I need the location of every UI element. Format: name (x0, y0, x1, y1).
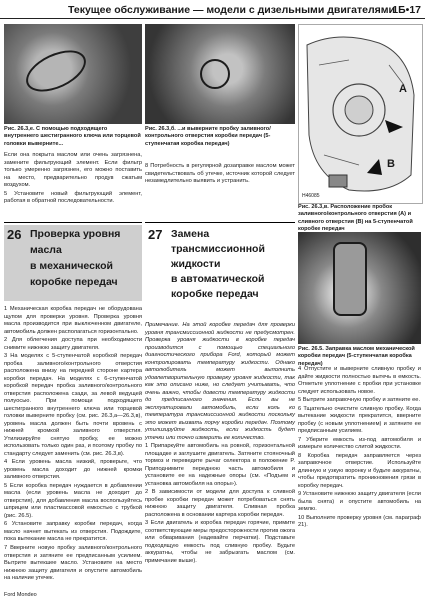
oil-bottle (333, 242, 367, 316)
gearbox-diagram (298, 24, 423, 204)
caption-fig-26-3c: Рис. 26.3,в. Расположение пробок заливного/контрольного отверстия (А) и сливного отверстия (В) на 5-ступенчатой коробке передач (298, 204, 413, 232)
section-26-heading: 26 Проверка уровня масла в механической коробке передач (4, 225, 142, 301)
caption-fig-26-3a: Рис. 26.3,е. С помощью подходящего внутреннего шестигранного ключа или торцевой головки выверните... (4, 126, 141, 147)
section-27-heading: 27 Замена трансмиссионной жидкости в автоматической коробке передач (148, 227, 265, 300)
filler-plug (200, 59, 230, 89)
section-27-number: 27 (148, 227, 163, 242)
diagram-code: H46085 (302, 193, 320, 199)
photo-26-3a (4, 24, 142, 124)
photo-26-3b (145, 24, 295, 124)
section-27-rule (145, 222, 295, 223)
caption-fig-26-5: Рис. 26.5. Заправка маслом механической коробки передач (5-ступенчатая коробка передач) (298, 346, 415, 367)
photo-26-5 (298, 232, 421, 344)
label-a: A (399, 83, 407, 95)
text-top-left: Если она покрыта маслом или очень загрязнена, замените фильтрующий элемент. Если фильтр только умеренно загрязнен, его можно поставить на место, предварительно продув сжатым воздухом. 5 Установите новый фильтрующий элемент, работая в обратной последовательности. (4, 152, 142, 205)
caption-fig-26-3b: Рис. 26.3,б. ...и выверните пробку заливного/контрольного отверстия коробки передач (5-ступенчатая коробка передач) (145, 126, 271, 147)
label-b: B (387, 158, 395, 170)
section-26-rule (4, 222, 142, 223)
header-rule (0, 18, 425, 19)
page-number: 1Б•17 (392, 4, 421, 16)
section-26-number: 26 (7, 227, 22, 242)
page-footer: Ford Mondeo (4, 592, 37, 598)
section-26-body: 1 Механическая коробка передач не оборудована щупом для проверки уровня. Проверка уровня масла производится при выключенном двигателе, автомобиль должен располагаться горизонтально. 2 Для облегчения доступа при необходимости снимите нижнюю защиту двигателя. 3 На моделях с 5-ступенчатой коробкой передач пробка заливного/контрольного отверстия расположена внизу на передней стороне картера коробки передач. На моделях с 6-ступенчатой коробкой передач пробка заливного/контрольного отверстия расположена сзади, за левой ведущей полуосью. При помощи подходящего шестигранного внутреннего ключа или торцевой головки выверните пробку (см. рис. 26.3,а—26.3,в), уровень масла должен быть почти вровень с нижней кромкой заливного отверстия. Утилизируйте снятую пробку, ее можно использовать только один раз, и поэтому пробку по стандарту следует заменить (см. рис. 26.3,в). 4 Если уровень масла низкий, проверьте, что уровень масла доходит до нижней кромки заливного отверстия. 5 Если коробка передач нуждается в добавлении масла (если уровень масла не доходит до отверстия), для добавления масла воспользуйтесь шприцем или пластмассовой емкостью с трубкой (рис. 26.5). 6 Установите заправку коробки передач, когда масло начнет вытекать из отверстия. Подождите, пока вытекание масла не прекратится. 7 Вверните новую пробку заливного/контрольного отверстия и затяните ее предписанным усилием. Вытрите вытекшее масло. Установите на место нижнюю защиту двигателя и опустите автомобиль на наличие утечек. (4, 306, 142, 582)
gearbox-drawing (299, 25, 422, 203)
section-27-body: Примечание. На этой коробке передач для проверки уровня трансмиссионной жидкости не предусмотрен. Проверка уровня жидкости в коробке передач производится с помощью специального диагностического прибора Ford, который может контролировать температуру жидкости. Однако автолюбитель может выполнить удовлетворительную проверку уровня жидкости, так как это описано ниже, но следует учитывать, что очень важно, чтобы довести температуру жидкости до предписанного значения. Если вы не эксплуатировали автомобиль, если коль ко температура трансмиссионной жидкости поскольку это может вызвать порчу коробки передач. Поэтому утилизируйте жидкость, если жидкость будет утечки или точно измерить ее количество. 1 Припаркуйте автомобиль на ровной, горизонтальной площадке и заглушите двигатель. Затяните стояночный тормоз и переведите рычаг селектора в положение P. Приподнимите переднюю часть автомобиля и установите ее на надежные опоры (см. «Подъем и установка автомобиля на опоры»). 2 В зависимости от модели для доступа к сливной пробке коробки передач может потребоваться снять нижнюю защиту двигателя. Сливная пробка расположена в основании картера коробки передач. 3 Если двигатель и коробка передач горячие, примите соответствующие меры предосторожности против ожога или обваривания (надевайте перчатки). Подставьте подходящую емкость под сливную пробку. Будьте аккуратны, чтобы не забрызгать маслом (см. примечание выше). (145, 322, 295, 564)
section-27-body-continued: 4 Отпустите и выверните сливную пробку и дайте жидкости полностью вытечь в емкость. Отметьте уплотнение с пробки при установке следует использовать новое. 5 Вытрите заправочную пробку и затяните ее. 6 Тщательно очистите сливную пробку. Когда вытекание жидкости прекратится, вверните пробку (с новым уплотнением) и затяните ее предписанным усилием. 7 Уберите емкость из-под автомобиля и измерьте количество слитой жидкости. 8 Коробка передач заправляется через заправочное отверстие. Используйте длинную и узкую воронку и будьте аккуратны, чтобы предотвратить проникновения грязи в коробку передач. 9 Установите нижнюю защиту двигателя (если была снята) и опустите автомобиль на землю. 10 Выполните проверку уровня (см. параграф 21). (298, 366, 421, 529)
running-title: Текущее обслуживание — модели с дизельными двигателями (67, 4, 395, 16)
page-header (0, 0, 425, 22)
text-top-mid: 8 Потребность в регулярной дозаправке маслом может свидетельствовать об утечке, источник которой следует незамедлительно выявить и устранить. (145, 163, 295, 185)
